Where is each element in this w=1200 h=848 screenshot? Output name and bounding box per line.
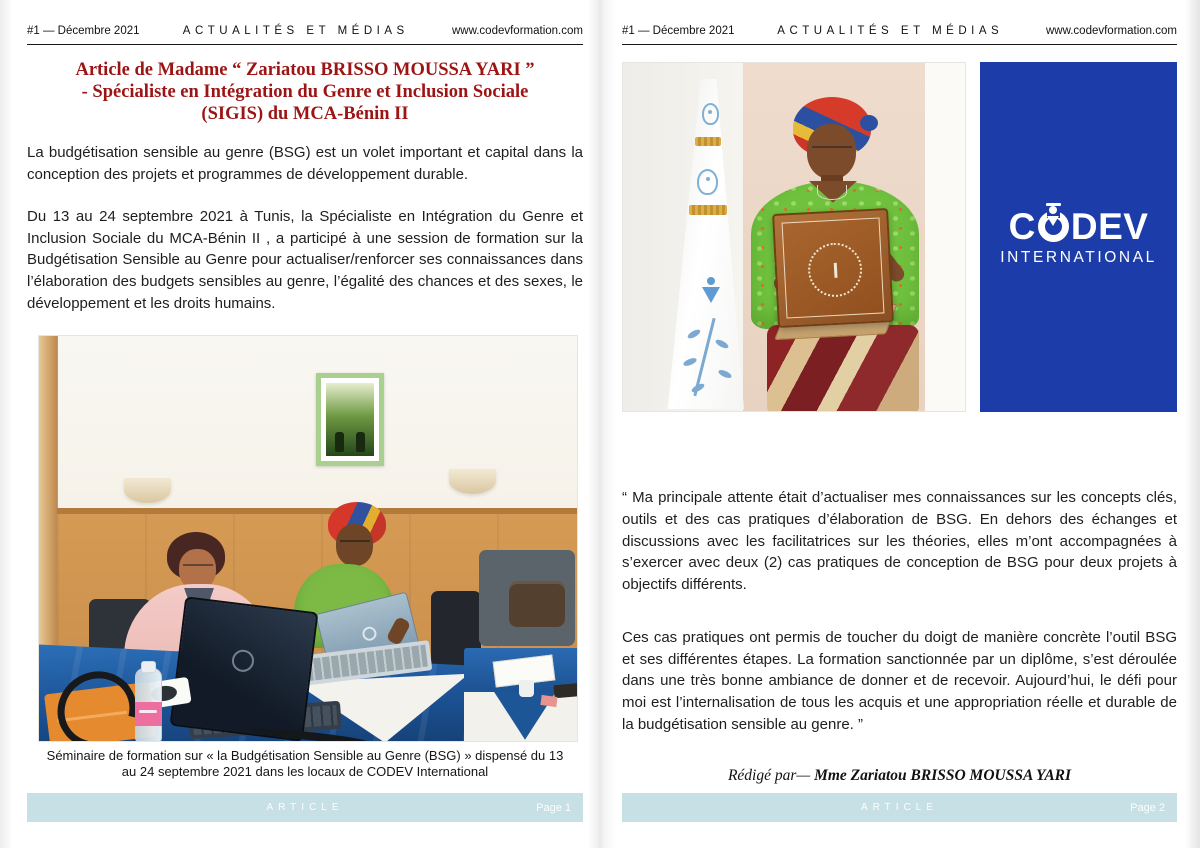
- flag-gold-band: [689, 205, 728, 215]
- page-1: [10, 0, 598, 848]
- page-1-content: [10, 0, 598, 848]
- award-plaque: [772, 208, 894, 328]
- flag-emblem: [697, 169, 718, 195]
- website-url: www.codevformation.com: [451, 25, 583, 37]
- article-body: [27, 142, 583, 314]
- codev-logo-block: [980, 62, 1177, 412]
- article-title-line-2: - Spécialiste en Intégration du Genre et Inclusion Sociale: [81, 81, 529, 102]
- laptop-1-lid: [170, 596, 319, 741]
- quote-paragraph-2: Ces cas pratiques ont permis de toucher du doigt de manière concrète l’outil BSG et ses différentes étapes. La formation sanctionnée par un diplôme, s’est déroulée dans une très bonne ambiance de donner et de recevoir. Aujourd’hui, le défi pour moi est l’internalisation de tous les acquis et une appropriation réelle et durable de la budgétisation sensible au genre. ”: [622, 628, 1177, 733]
- laptop-1-logo: [231, 648, 256, 673]
- section-title: ACTUALITÉS ET MÉDIAS: [182, 25, 409, 37]
- o-head-dot: [1049, 206, 1057, 214]
- seminar-photo: [38, 335, 578, 742]
- cup: [519, 680, 534, 697]
- flag-figure-body: [702, 287, 720, 303]
- body-paragraph-2: Du 13 au 24 septembre 2021 à Tunis, la Spécialiste en Intégration du Genre et Inclusion Sociale du MCA-Bénin II , a participé à une session de formation sur la Budgétisation Sensible au Genre pour actualiser/renforcer ses connaissances dans l’élaboration des budgets sensibles au genre, l’égalité des chances et des sexes, le développement et les droits humains.: [27, 207, 583, 312]
- footer-bar: [27, 793, 583, 822]
- water-bottle-label: [135, 702, 162, 726]
- body-paragraph-1: La budgétisation sensible au genre (BSG) est un volet important et capital dans la conception des projets et programmes de développement durable.: [27, 144, 583, 184]
- byline-author-name: Mme Zariatou BRISSO MOUSSA YARI: [814, 766, 1072, 784]
- byline-prefix: Rédigé par—: [727, 766, 811, 784]
- byline: [622, 767, 1177, 785]
- article-title-line-3: (SIGIS) du MCA-Bénin II: [201, 103, 409, 124]
- water-bottle-cap: [141, 661, 156, 673]
- woman-1-glasses: [183, 564, 213, 566]
- woman-face: [807, 124, 856, 179]
- logo-subtitle: INTERNATIONAL: [1000, 248, 1157, 266]
- wall-sconce-right: [449, 469, 496, 494]
- o-body-v: [1047, 216, 1059, 226]
- woman-2-face: [336, 524, 373, 566]
- article-title-line-1: Article de Madame “ Zariatou BRISSO MOUSSA YARI ”: [75, 60, 535, 80]
- framed-picture-art: [326, 383, 374, 456]
- page-header: [622, 25, 1177, 45]
- laurel-emblem: [807, 242, 864, 299]
- sticky-note: [540, 695, 557, 707]
- issue-number: #1 — Décembre 2021: [27, 25, 140, 37]
- page-header: [27, 25, 583, 45]
- picture-vase: [335, 432, 344, 452]
- logo-wordmark: [1008, 205, 1149, 247]
- footer-bar: [622, 793, 1177, 822]
- footer-label: ARTICLE: [860, 802, 939, 813]
- flag-emblem: [702, 103, 719, 125]
- page-number: Page 1: [536, 801, 571, 814]
- wall-sconce-left: [124, 478, 171, 503]
- laptop-2-logo: [361, 625, 378, 642]
- flag-gold-band: [695, 137, 721, 146]
- logo-text-dev: DEV: [1070, 205, 1149, 247]
- woman-glasses: [812, 146, 852, 148]
- page-number: Page 2: [1130, 801, 1165, 814]
- picture-vase: [356, 432, 365, 452]
- handbag: [509, 581, 565, 627]
- page-2: [602, 0, 1190, 848]
- section-title: ACTUALITÉS ET MÉDIAS: [777, 25, 1004, 37]
- quote-paragraph-1: “ Ma principale attente était d’actualiser mes connaissances sur les concepts clés, outils et des cas pratiques d’élaboration de BSG. En dehors des échanges et discussions avec les facilitatrices sur les théories, elles m’ont accompagnées à s’exercer avec deux (2) cas pratiques de conception de BSG pour deux projets à objectifs différents.: [622, 489, 1177, 593]
- portrait-photo: [622, 62, 966, 412]
- wallet: [553, 682, 578, 698]
- photo-caption: Séminaire de formation sur « la Budgétisation Sensible au Genre (BSG) » dispensé du 13 au 24 septembre 2021 dans les locaux de CODEV International: [46, 747, 564, 779]
- photo-wall-right: [925, 63, 966, 411]
- framed-picture: [316, 373, 384, 466]
- woman-2-glasses: [340, 540, 370, 542]
- plaque-face: [782, 218, 885, 319]
- issue-number: #1 — Décembre 2021: [622, 25, 735, 37]
- website-url: www.codevformation.com: [1045, 25, 1177, 37]
- footer-label: ARTICLE: [266, 802, 344, 813]
- article-title: [27, 60, 583, 125]
- logo-text-c: C: [1008, 205, 1036, 247]
- testimonial-quote: [622, 487, 1177, 736]
- media-row: [622, 62, 1177, 412]
- page-2-content: [602, 0, 1190, 848]
- woman-necklace: [817, 185, 847, 200]
- logo-person-o-icon: [1038, 211, 1069, 242]
